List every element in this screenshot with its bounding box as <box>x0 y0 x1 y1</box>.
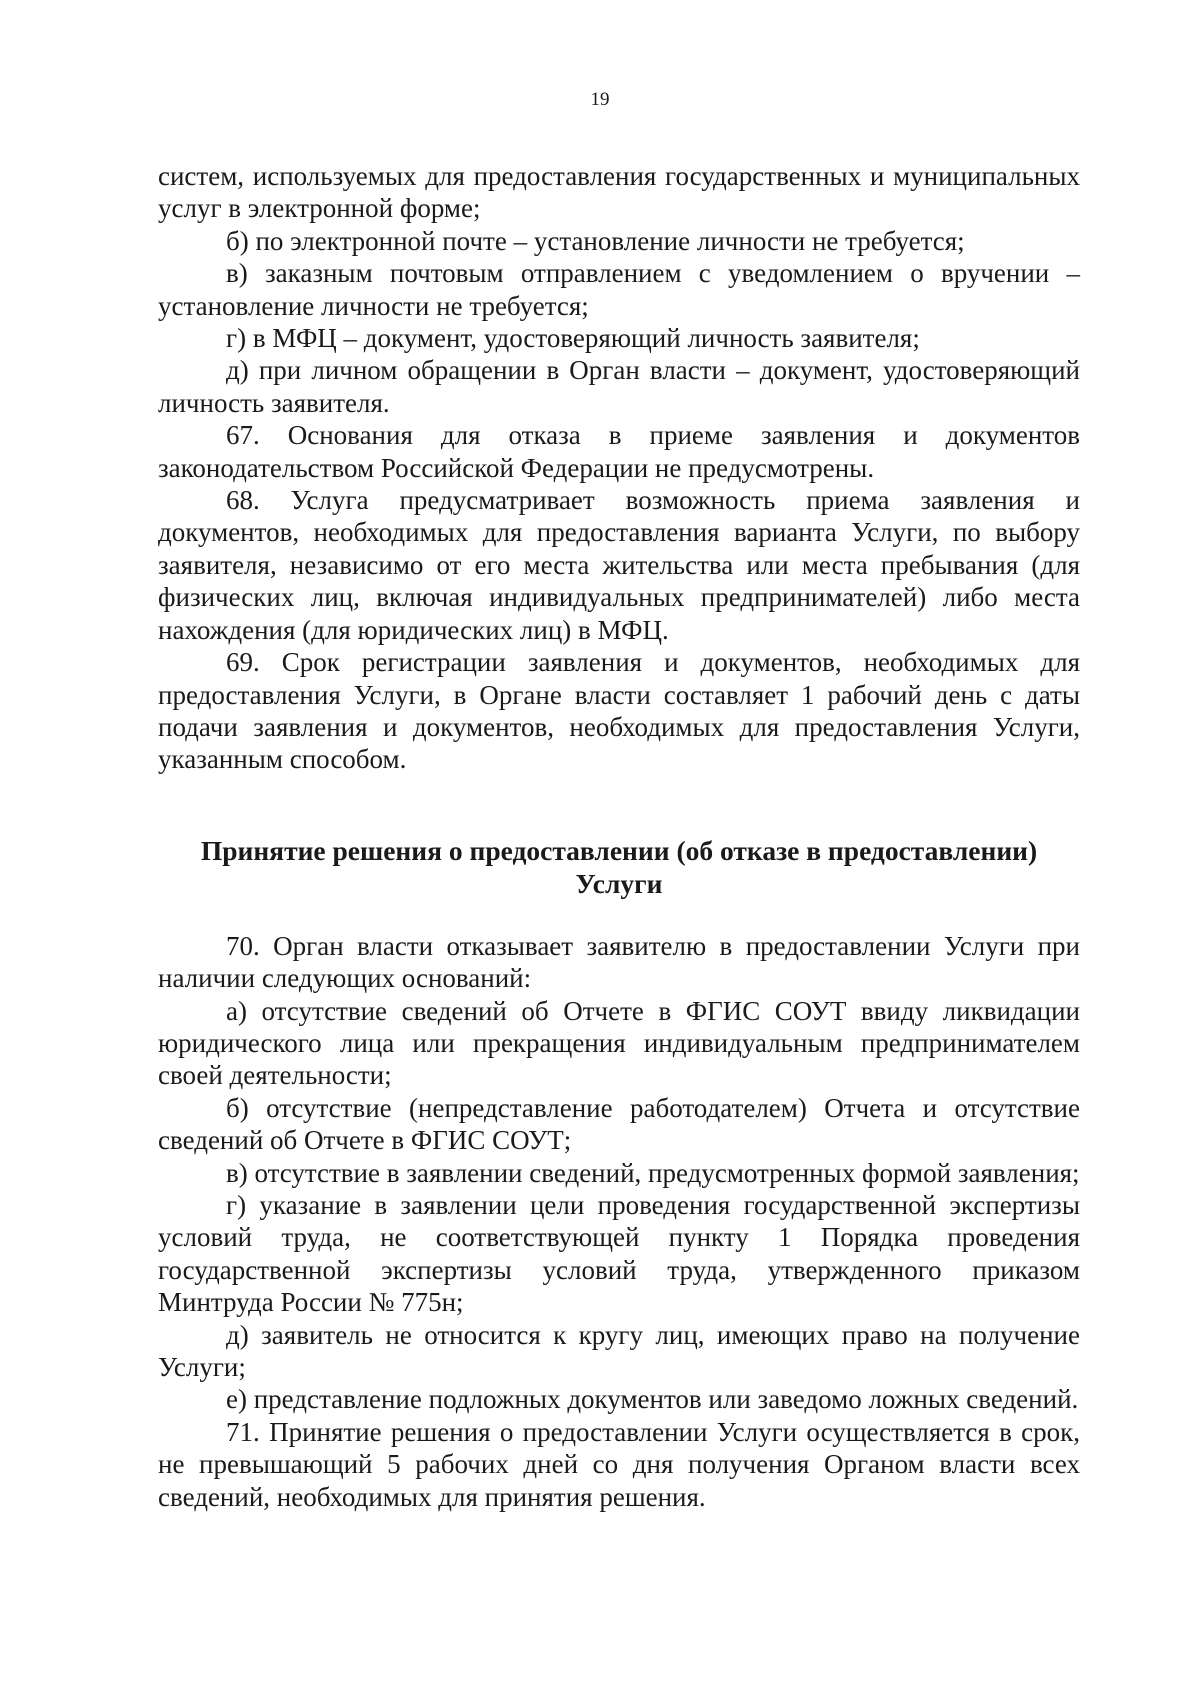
clause-69: 69. Срок регистрации заявления и документов, необходимых для предоставления Услуги, в Органе власти составляет 1 рабочий день с даты подачи заявления и документов, необходимых для предоставления Услуги, указанным способом. <box>158 647 1080 775</box>
paragraph-continuation: систем, используемых для предоставления государственных и муниципальных услуг в электронной форме; <box>158 161 1080 224</box>
ground-d: д) заявитель не относится к кругу лиц, имеющих право на получение Услуги; <box>158 1319 1080 1382</box>
clause-71: 71. Принятие решения о предоставлении Услуги осуществляется в срок, не превышающий 5 рабочих дней со дня получения Органом власти всех сведений, необходимых для принятия решения. <box>158 1416 1080 1512</box>
clause-67: 67. Основания для отказа в приеме заявления и документов законодательством Российской Федерации не предусмотрены. <box>158 420 1080 483</box>
list-item-personal-visit: д) при личном обращении в Орган власти – документ, удостоверяющий личность заявителя. <box>158 355 1080 418</box>
ground-v: в) отсутствие в заявлении сведений, предусмотренных формой заявления; <box>226 1157 1080 1188</box>
list-item-registered-mail: в) заказным почтовым отправлением с уведомлением о вручении – установление личности не требуется; <box>158 258 1080 321</box>
page-number: 19 <box>590 89 610 110</box>
ground-e: е) представление подложных документов или заведомо ложных сведений. <box>226 1384 1079 1415</box>
document-body <box>158 160 1080 1513</box>
ground-g: г) указание в заявлении цели проведения государственной экспертизы условий труда, не соответствующей пункту 1 Порядка проведения государственной экспертизы условий труда, утвержденного приказом Минтруда России № 775н; <box>158 1189 1080 1318</box>
ground-a: а) отсутствие сведений об Отчете в ФГИС СОУТ ввиду ликвидации юридического лица или прекращения индивидуальным предпринимателем своей деятельности; <box>158 995 1080 1091</box>
section-heading: Принятие решения о предоставлении (об отказе в предоставлении) Услуги <box>200 834 1038 899</box>
list-item-mfc: г) в МФЦ – документ, удостоверяющий личность заявителя; <box>226 323 920 354</box>
clause-70: 70. Орган власти отказывает заявителю в предоставлении Услуги при наличии следующих оснований: <box>158 930 1080 994</box>
list-item-email: б) по электронной почте – установление личности не требуется; <box>226 225 965 256</box>
clause-68: 68. Услуга предусматривает возможность приема заявления и документов, необходимых для предоставления варианта Услуги, по выбору заявителя, независимо от его места жительства или места пребывания (для физических лиц, включая индивидуальных предпринимателей) либо места нахождения (для юридических лиц) в МФЦ. <box>158 485 1080 645</box>
ground-b: б) отсутствие (непредставление работодателем) Отчета и отсутствие сведений об Отчете в ФГИС СОУТ; <box>158 1092 1080 1156</box>
